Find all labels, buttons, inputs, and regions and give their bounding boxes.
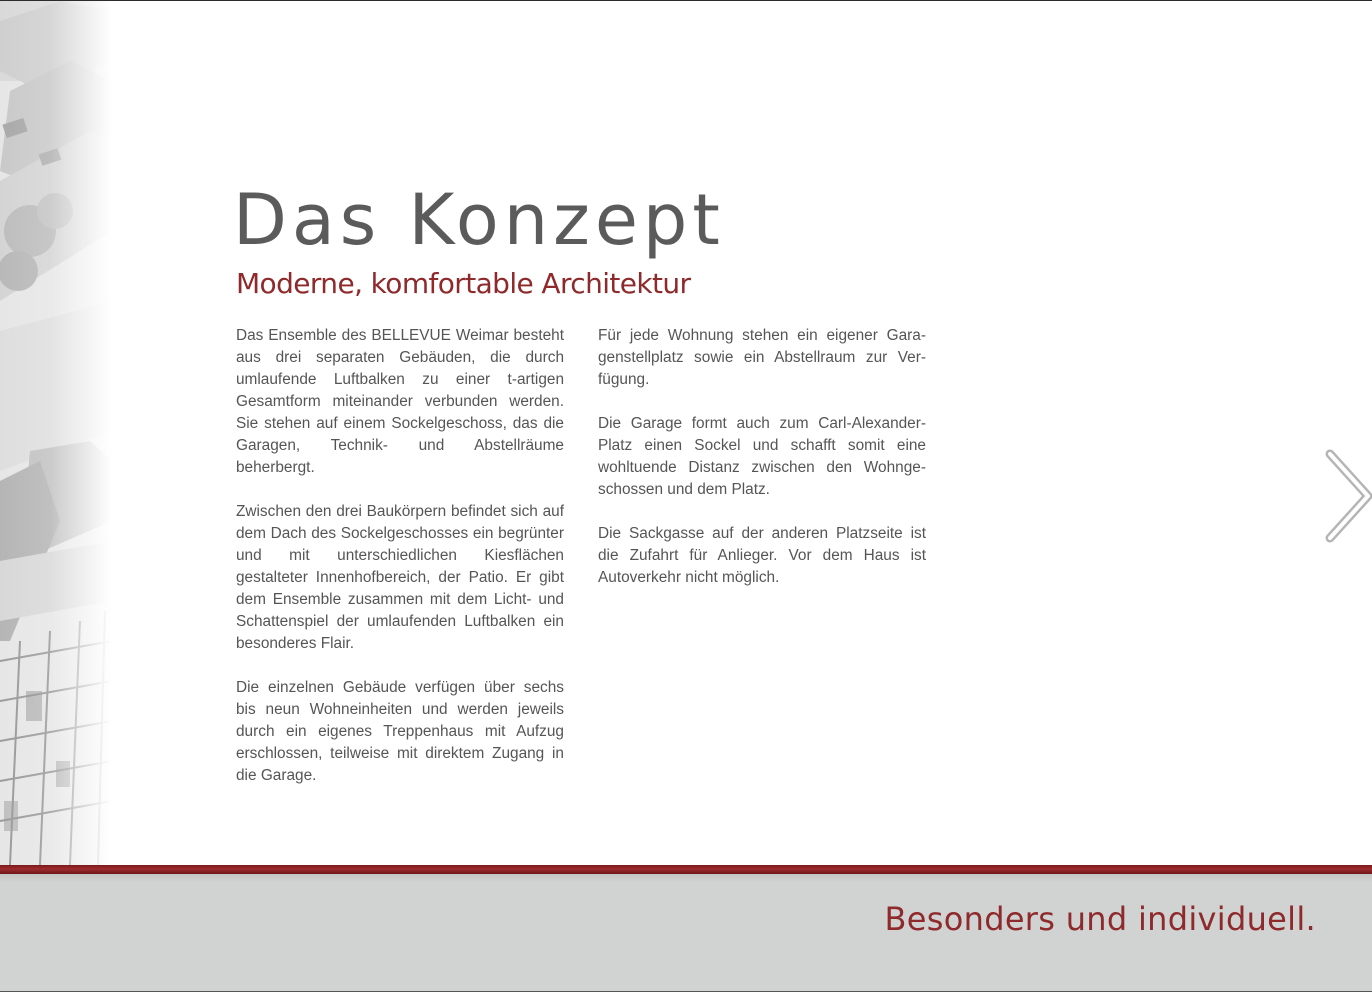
top-border [0,0,1372,1]
paragraph: Das Ensemble des BELLEVUE Weimar besteht aus drei separaten Gebäuden, die durch umlaufende Luftbalken zu einer t-artigen Gesamtform miteinander verbunden werden. Sie stehen auf einem Sockelgeschoss, das die Garagen, Technik- und Abstellräume beherbergt. [236,327,564,476]
paragraph: Zwischen den drei Baukörpern befindet sich auf dem Dach des Sockelgeschosses ein begrünter und mit unterschiedlichen Kiesflächen gestalteter Innenhofbereich, der Patio. Er gibt dem Ensemble zusammen mit dem Licht- und Schattenspiel der umlaufenden Luftbalken ein besonderes Flair. [236,503,564,652]
paragraph: Für jede Wohnung stehen ein eigener Garagenstellplatz sowie ein Abstellraum zur Verfügung. [598,327,926,388]
footer-slogan: Besonders und individuell. [884,900,1316,938]
page-title: Das Konzept [233,179,725,261]
chevron-right-icon [1320,446,1372,546]
paragraph: Die Garage formt auch zum Carl-Alexander-Platz einen Sockel und schafft somit eine wohltuende Distanz zwischen den Wohngeschossen und dem Platz. [598,415,926,498]
text-column-left [236,325,564,809]
paragraph: Die Sackgasse auf der anderen Platzseite ist die Zufahrt für Anlieger. Vor dem Haus ist Autoverkehr nicht möglich. [598,525,926,586]
building-photo-strip [0,1,112,865]
page-subtitle: Moderne, komfortable Architektur [236,267,691,300]
footer-accent-line [0,865,1372,874]
text-column-right [598,325,926,611]
paragraph: Die einzelnen Gebäude verfügen über sechs bis neun Wohneinheiten und werden jeweils durch ein eigenes Treppenhaus mit Aufzug erschlossen, teilweise mit direktem Zugang in die Garage. [236,679,564,784]
next-page-button[interactable] [1320,446,1372,546]
